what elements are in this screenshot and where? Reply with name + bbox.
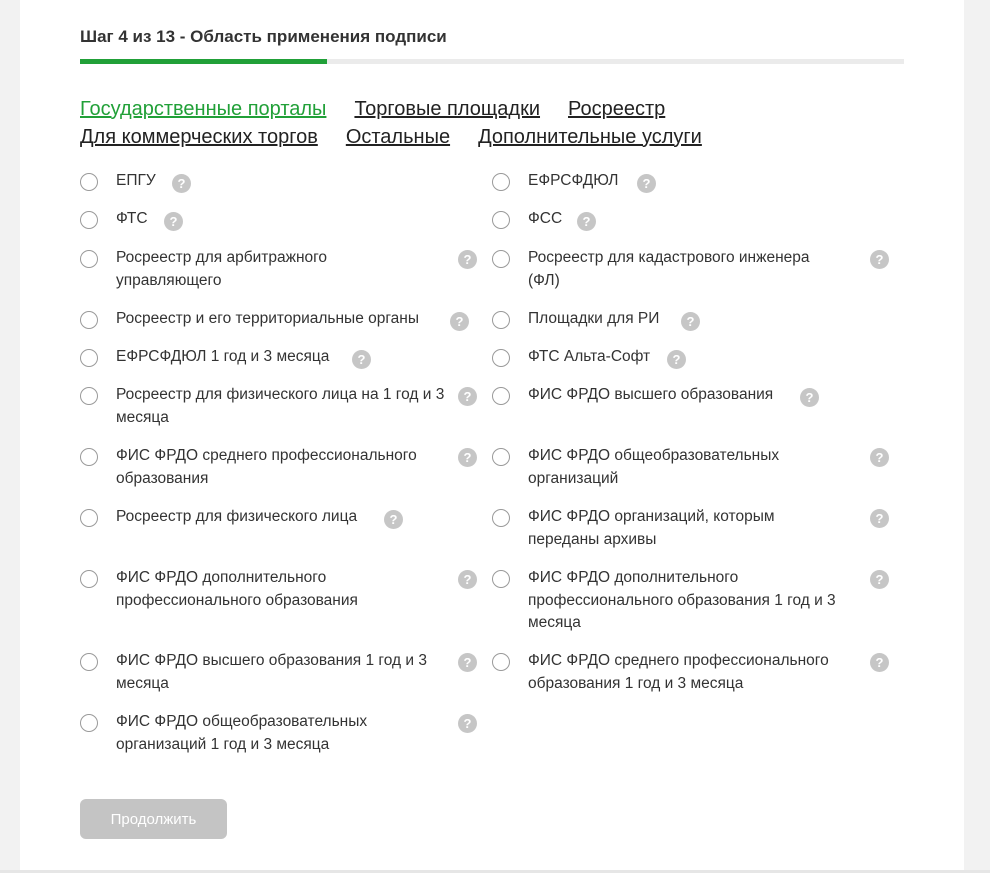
option-item[interactable] xyxy=(492,346,892,373)
option-radio[interactable] xyxy=(80,211,98,229)
option-radio[interactable] xyxy=(80,653,98,671)
option-label: ФИС ФРДО среднего профессионального образования xyxy=(116,447,417,487)
help-icon[interactable]: ? xyxy=(164,212,183,231)
help-icon[interactable]: ? xyxy=(352,350,371,369)
help-icon[interactable]: ? xyxy=(577,212,596,231)
option-label: Росреестр для физического лица xyxy=(116,508,358,525)
option-item[interactable] xyxy=(80,308,480,335)
option-label: ФСС xyxy=(528,210,563,227)
help-icon[interactable]: ? xyxy=(384,510,403,529)
option-radio[interactable] xyxy=(492,509,510,527)
category-tabs xyxy=(80,95,840,151)
option-radio[interactable] xyxy=(492,311,510,329)
tab-row-1 xyxy=(80,95,840,123)
tab-commercial-tenders[interactable]: Для коммерческих торгов xyxy=(80,125,318,148)
option-label: ФИС ФРДО среднего профессионального образования 1 год и 3 месяца xyxy=(528,652,829,692)
progress-bar xyxy=(80,59,904,64)
option-item[interactable] xyxy=(80,384,480,433)
option-item[interactable] xyxy=(492,308,892,335)
option-item[interactable] xyxy=(492,384,892,411)
option-radio[interactable] xyxy=(80,349,98,367)
option-label: Площадки для РИ xyxy=(528,310,660,327)
option-label: Росреестр для кадастрового инженера (ФЛ) xyxy=(528,249,810,289)
help-icon[interactable]: ? xyxy=(458,250,477,269)
option-radio[interactable] xyxy=(80,509,98,527)
option-item[interactable] xyxy=(80,650,480,699)
option-radio[interactable] xyxy=(492,448,510,466)
help-icon[interactable]: ? xyxy=(870,448,889,467)
option-item[interactable] xyxy=(80,208,480,235)
tab-government-portals[interactable]: Государственные порталы xyxy=(80,97,327,120)
help-icon[interactable]: ? xyxy=(458,570,477,589)
continue-button[interactable]: Продолжить xyxy=(80,799,227,839)
tab-rosreestr[interactable]: Росреестр xyxy=(568,97,666,120)
help-icon[interactable]: ? xyxy=(450,312,469,331)
option-label: ЕПГУ xyxy=(116,172,156,189)
option-item[interactable] xyxy=(492,247,892,296)
option-item[interactable] xyxy=(492,650,892,699)
help-icon[interactable]: ? xyxy=(667,350,686,369)
option-label: ФИС ФРДО дополнительного профессионального образования xyxy=(116,569,358,609)
option-item[interactable] xyxy=(80,170,480,197)
help-icon[interactable]: ? xyxy=(870,570,889,589)
option-label: ЕФРСФДЮЛ 1 год и 3 месяца xyxy=(116,348,330,365)
option-radio[interactable] xyxy=(80,387,98,405)
option-item[interactable] xyxy=(492,506,892,555)
option-label: ФИС ФРДО высшего образования xyxy=(528,386,774,403)
option-radio[interactable] xyxy=(492,211,510,229)
help-icon[interactable]: ? xyxy=(637,174,656,193)
option-label: Росреестр для арбитражного управляющего xyxy=(116,249,328,289)
help-icon[interactable]: ? xyxy=(458,714,477,733)
option-radio[interactable] xyxy=(492,387,510,405)
option-item[interactable] xyxy=(80,506,480,533)
help-icon[interactable]: ? xyxy=(172,174,191,193)
help-icon[interactable]: ? xyxy=(870,250,889,269)
tab-trading-platforms[interactable]: Торговые площадки xyxy=(354,97,541,120)
option-item[interactable] xyxy=(492,208,892,235)
option-item[interactable] xyxy=(80,346,480,373)
progress-fill xyxy=(80,59,327,64)
help-icon[interactable]: ? xyxy=(458,448,477,467)
help-icon[interactable]: ? xyxy=(681,312,700,331)
option-item[interactable] xyxy=(80,445,480,494)
option-label: ФИС ФРДО общеобразовательных организаций xyxy=(528,447,780,487)
option-label: Росреестр и его территориальные органы xyxy=(116,310,419,327)
option-radio[interactable] xyxy=(492,250,510,268)
option-item[interactable] xyxy=(492,445,892,494)
option-radio[interactable] xyxy=(80,448,98,466)
option-radio[interactable] xyxy=(492,173,510,191)
option-radio[interactable] xyxy=(80,173,98,191)
option-item[interactable] xyxy=(80,247,480,296)
option-label: ФИС ФРДО организаций, которым переданы архивы xyxy=(528,508,775,548)
step-card xyxy=(20,0,964,873)
option-label: ФИС ФРДО дополнительного профессионального образования 1 год и 3 месяца xyxy=(528,569,836,631)
option-item[interactable] xyxy=(492,567,892,639)
option-label: ФТС Альта-Софт xyxy=(528,348,651,365)
option-radio[interactable] xyxy=(492,349,510,367)
option-label: ФИС ФРДО общеобразовательных организаций 1 год и 3 месяца xyxy=(116,713,368,753)
help-icon[interactable]: ? xyxy=(458,387,477,406)
option-radio[interactable] xyxy=(80,311,98,329)
option-radio[interactable] xyxy=(492,653,510,671)
help-icon[interactable]: ? xyxy=(870,653,889,672)
option-radio[interactable] xyxy=(492,570,510,588)
option-label: ФИС ФРДО высшего образования 1 год и 3 месяца xyxy=(116,652,427,692)
option-label: ФТС xyxy=(116,210,148,227)
tab-other[interactable]: Остальные xyxy=(345,125,451,148)
option-item[interactable] xyxy=(80,711,480,760)
option-item[interactable] xyxy=(492,170,892,197)
step-title: Шаг 4 из 13 - Область применения подписи xyxy=(80,27,447,46)
option-radio[interactable] xyxy=(80,714,98,732)
help-icon[interactable]: ? xyxy=(870,509,889,528)
help-icon[interactable]: ? xyxy=(458,653,477,672)
option-label: ЕФРСФДЮЛ xyxy=(528,172,619,189)
help-icon[interactable]: ? xyxy=(800,388,819,407)
option-radio[interactable] xyxy=(80,570,98,588)
option-item[interactable] xyxy=(80,567,480,616)
tab-additional-services[interactable]: Дополнительные услуги xyxy=(478,125,702,148)
option-label: Росреестр для физического лица на 1 год и 3 месяца xyxy=(116,386,445,426)
option-radio[interactable] xyxy=(80,250,98,268)
tab-row-2 xyxy=(80,123,840,151)
